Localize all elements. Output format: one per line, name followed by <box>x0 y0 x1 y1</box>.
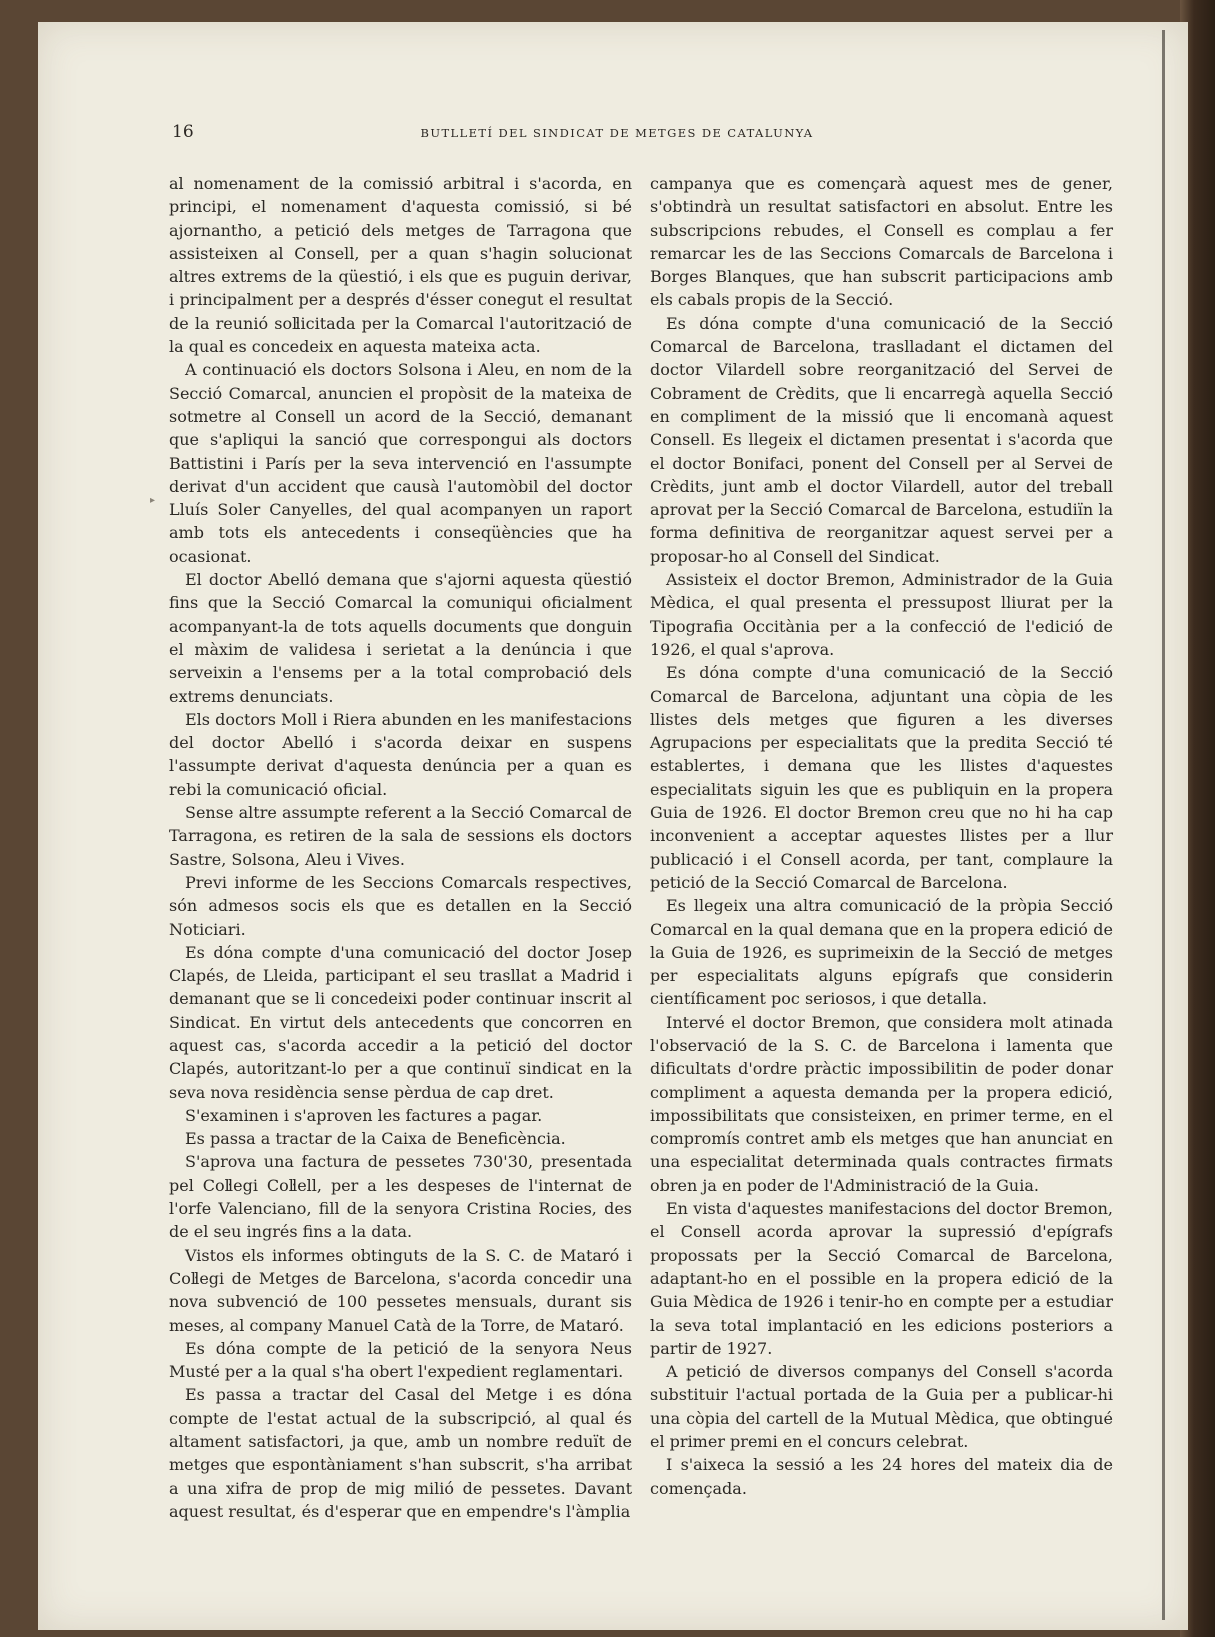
paragraph: Els doctors Moll i Riera abunden en les manifestacions del doctor Abelló i s'acorda deixar en suspens l'assumpte derivat d'aquesta denúncia per a quan es rebi la comunicació oficial. <box>169 709 632 799</box>
paragraph: Es llegeix una altra comunicació de la pròpia Secció Comarcal en la qual demana que en la propera edició de la Guia de 1926, es suprimeixin de la Secció de metges per especialitats alguns epígrafs que considerin científicament poc seriosos, i que detalla. <box>650 896 1113 1009</box>
paragraph: I s'aixeca la sessió a les 24 hores del mateix dia de començada. <box>650 1455 1113 1498</box>
paragraph: Vistos els informes obtinguts de la S. C. de Mataró i Coŀlegi de Metges de Barcelona, s'acorda concedir una nova subvenció de 100 pessetes mensuals, durant sis meses, al company Manuel Catà de la Torre, de Mataró. <box>169 1245 632 1335</box>
paragraph: A continuació els doctors Solsona i Aleu, en nom de la Secció Comarcal, anuncien el propòsit de la mateixa de sotmetre al Consell un acord de la Secció, demanant que s'apliqui la sanció que correspongui als doctors Battistini i París per la seva intervenció en l'assumpte derivat d'un accident que causà l'automòbil del doctor Lluís Soler Canyelles, del qual acompanyen un raport amb tots els antecedents i conseqüències que ha ocasionat. <box>169 360 632 566</box>
paragraph: Es passa a tractar de la Caixa de Beneficència. <box>185 1129 566 1149</box>
paragraph: Es dóna compte d'una comunicació de la Secció Comarcal de Barcelona, adjuntant una còpia de les llistes dels metges que figuren a les diverses Agrupacions per especialitats que la predita Secció té establertes, i demana que les llistes d'aquestes especialitats siguin les que es publiquin en la propera Guia de 1926. El doctor Bremon creu que no hi ha cap inconvenient a acceptar aquestes llistes per a llur publicació i el Consell acorda, per tant, complaure la petició de la Secció Comarcal de Barcelona. <box>650 663 1113 892</box>
paragraph: S'aprova una factura de pessetes 730'30, presentada pel Coŀlegi Coŀlell, per a les despeses de l'internat de l'orfe Valenciano, fill de la senyora Cristina Rocies, des de el seu ingrés fins a la data. <box>169 1152 632 1242</box>
paragraph: Es dóna compte de la petició de la senyora Neus Musté per a la qual s'ha obert l'expedient reglamentari. <box>169 1338 632 1382</box>
paragraph: A petició de diversos companys del Consell s'acorda substituir l'actual portada de la Guia per a publicar-hi una còpia del cartell de la Mutual Mèdica, que obtingué el primer premi en el concurs celebrat. <box>650 1362 1113 1452</box>
paragraph: Sense altre assumpte referent a la Secció Comarcal de Tarragona, es retiren de la sala de sessions els doctors Sastre, Solsona, Aleu i Vives. <box>169 803 632 869</box>
paragraph: Intervé el doctor Bremon, que considera molt atinada l'observació de la S. C. de Barcelona i lamenta que dificultats d'ordre pràctic impossibilitin de poder donar compliment a aquesta demanda per la propera edició, impossibilitats que consisteixen, en primer terme, en el compromís contret amb els metges que han anunciat en una especialitat determinada quals contractes firmats obren ja en poder de l'Administració de la Guia. <box>650 1012 1113 1195</box>
paragraph: En vista d'aquestes manifestacions del doctor Bremon, el Consell acorda aprovar la supressió d'epígrafs propossats per la Secció Comarcal de Barcelona, adaptant-ho en el possible en la propera edició de la Guia Mèdica de 1926 i tenir-ho en compte per a estudiar la seva total implantació en les edicions posteriors a partir de 1927. <box>650 1199 1113 1358</box>
right-column <box>650 172 1113 1500</box>
page-gutter-shadow <box>1162 30 1165 1620</box>
running-title: BUTLLETÍ DEL SINDICAT DE METGES DE CATALUNYA <box>420 126 814 140</box>
paragraph: El doctor Abelló demana que s'ajorni aquesta qüestió fins que la Secció Comarcal la comuniqui oficialment acompanyant-la de tots aquells documents que donguin el màxim de validesa i serietat a la denúncia i que serveixin a l'ensems per a la total comprobació dels extrems denunciats. <box>169 570 632 706</box>
paragraph: al nomenament de la comissió arbitral i s'acorda, en principi, el nomenament d'aquesta comissió, si bé ajornantho, a petició dels metges de Tarragona que assisteixen al Consell, per a quan s'hagin solucionat altres extrems de la qüestió, i els que es puguin derivar, i principalment per a després d'ésser conegut el resultat de la reunió soŀlicitada per la Comarcal l'autorització de la qual es concedeix en aquesta mateixa acta. <box>169 174 632 357</box>
left-column <box>169 172 632 1523</box>
paragraph: Es passa a tractar del Casal del Metge i es dóna compte de l'estat actual de la subscripció, al qual és altament satisfactori, ja que, amb un nombre reduït de metges que espontàniament s'han subscrit, s'ha arribat a una xifra de prop de mig milió de pessetes. Davant aquest resultat, és d'esperar que en empendre's l'àmplia <box>169 1385 632 1521</box>
paragraph: campanya que es començarà aquest mes de gener, s'obtindrà un resultat satisfactori en absolut. Entre les subscripcions rebudes, el Consell es complau a fer remarcar les de las Seccions Comarcals de Barcelona i Borges Blanques, que han subscrit participacions amb els cabals propis de la Secció. <box>650 174 1113 310</box>
page-header <box>172 122 1062 146</box>
paragraph: Es dóna compte d'una comunicació del doctor Josep Clapés, de Lleida, participant el seu trasllat a Madrid i demanant que se li concedeixi poder continuar inscrit al Sindicat. En virtut dels antecedents que concorren en aquest cas, s'acorda accedir a la petició del doctor Clapés, autoritzant-lo per a que continuï sindicat en la seva nova residència sense pèrdua de cap dret. <box>169 942 632 1102</box>
paragraph: S'examinen i s'aproven les factures a pagar. <box>185 1105 543 1125</box>
margin-mark-icon: ▸ <box>150 495 156 506</box>
paragraph: Es dóna compte d'una comunicació de la Secció Comarcal de Barcelona, traslladant el dictamen del doctor Vilardell sobre reorganització del Servei de Cobrament de Crèdits, que li encarregà aquella Secció en compliment de la missió que li encomanà aquest Consell. Es llegeix el dictamen presentat i s'acorda que el doctor Bonifaci, ponent del Consell per al Servei de Crèdits, junt amb el doctor Vilardell, autor del treball aprovat per la Secció Comarcal de Barcelona, estudiïn la forma definitiva de reorganitzar aquest servei per a proposar-ho al Consell del Sindicat. <box>650 313 1113 566</box>
page-number: 16 <box>172 122 194 142</box>
paragraph: Assisteix el doctor Bremon, Administrador de la Guia Mèdica, el qual presenta el pressupost lliurat per la Tipografia Occitània per a la confecció de l'edició de 1926, el qual s'aprova. <box>650 570 1113 659</box>
paragraph: Previ informe de les Seccions Comarcals respectives, són admesos socis els que es detallen en la Secció Noticiari. <box>169 872 632 939</box>
